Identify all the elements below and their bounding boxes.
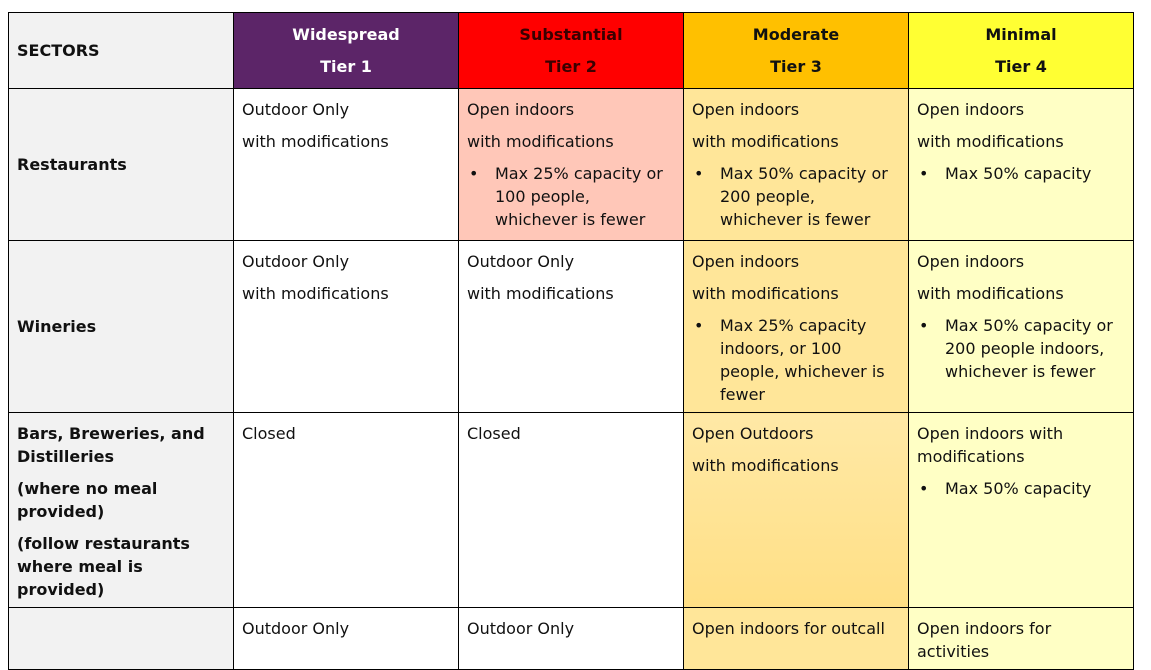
wineries-tier-1-cell [234,241,459,413]
restaurants-tier-3-line1: Open indoors [692,100,800,119]
tier-4-label: Tier 4 [995,56,1047,76]
table-row-bars [9,413,1134,608]
sector-bars [9,413,234,608]
restaurants-tier-1-cell [234,89,459,241]
restaurants-tier-4-line1: Open indoors [917,100,1025,119]
tier-4-name: Minimal [985,24,1057,44]
wineries-tier-2-cell [459,241,684,413]
sector-partial [9,608,234,670]
tier-2-header [459,13,684,89]
partial-tier-1-text: Outdoor Only [242,619,350,638]
restaurants-tier-2-cell [459,89,684,241]
tier-1-label: Tier 1 [320,56,372,76]
restaurants-tier-3-line2: with modifications [692,132,839,151]
wineries-tier-3-cell [684,241,909,413]
restaurants-tier-2-bullet: • Max 25% capacity or 100 people, whichever is fewer [467,162,675,231]
partial-tier-2-text: Outdoor Only [467,619,575,638]
sector-wineries: Wineries [9,241,234,413]
sector-bars-line3: (follow restaurants where meal is provided) [17,534,190,599]
wineries-tier-1-line2: with modifications [242,284,389,303]
wineries-tier-3-bullet: • Max 25% capacity indoors, or 100 people, whichever is fewer [692,314,900,406]
restaurants-tier-4-bullet: • Max 50% capacity [917,162,1125,185]
bars-tier-1-cell [234,413,459,608]
partial-tier-2-cell [459,608,684,670]
sector-tier-table [8,12,1134,670]
sector-restaurants: Restaurants [9,89,234,241]
bars-tier-3-cell [684,413,909,608]
partial-tier-4-cell [909,608,1134,670]
restaurants-tier-1-line1: Outdoor Only [242,100,350,119]
restaurants-tier-1-line2: with modifications [242,132,389,151]
restaurants-tier-3-cell [684,89,909,241]
restaurants-tier-4-cell [909,89,1134,241]
header-row [9,13,1134,89]
table-row-restaurants [9,89,1134,241]
sector-bars-line1: Bars, Breweries, and Distilleries [17,424,205,466]
wineries-tier-1-line1: Outdoor Only [242,252,350,271]
tier-4-header [909,13,1134,89]
tier-3-name: Moderate [752,24,840,44]
wineries-tier-4-bullet: • Max 50% capacity or 200 people indoors, whichever is fewer [917,314,1125,383]
bars-tier-3-line1: Open Outdoors [692,424,814,443]
bars-tier-4-bullet: • Max 50% capacity [917,477,1125,500]
bars-tier-1-line1: Closed [242,424,296,443]
bars-tier-3-line2: with modifications [692,456,839,475]
bars-tier-4-cell [909,413,1134,608]
wineries-tier-4-cell [909,241,1134,413]
wineries-tier-3-line2: with modifications [692,284,839,303]
sectors-header: SECTORS [9,13,234,89]
bars-tier-2-cell [459,413,684,608]
restaurants-tier-2-line2: with modifications [467,132,614,151]
restaurants-tier-4-line2: with modifications [917,132,1064,151]
wineries-tier-4-line1: Open indoors [917,252,1025,271]
table-row-partial [9,608,1134,670]
restaurants-tier-3-bullet: • Max 50% capacity or 200 people, whichever is fewer [692,162,900,231]
wineries-tier-2-line1: Outdoor Only [467,252,575,271]
tier-2-label: Tier 2 [545,56,597,76]
restaurants-tier-2-line1: Open indoors [467,100,575,119]
tier-3-header [684,13,909,89]
wineries-tier-2-line2: with modifications [467,284,614,303]
tier-3-label: Tier 3 [770,56,822,76]
table-row-wineries [9,241,1134,413]
sector-bars-line2: (where no meal provided) [17,479,158,521]
partial-tier-3-cell [684,608,909,670]
partial-tier-4-text: Open indoors for activities [917,619,1052,661]
wineries-tier-4-line2: with modifications [917,284,1064,303]
bars-tier-2-line1: Closed [467,424,521,443]
tier-1-header [234,13,459,89]
partial-tier-1-cell [234,608,459,670]
tier-1-name: Widespread [292,24,400,44]
bars-tier-4-line1: Open indoors with modifications [917,424,1064,466]
tier-2-name: Substantial [519,24,623,44]
wineries-tier-3-line1: Open indoors [692,252,800,271]
partial-tier-3-text: Open indoors for outcall [692,619,885,638]
